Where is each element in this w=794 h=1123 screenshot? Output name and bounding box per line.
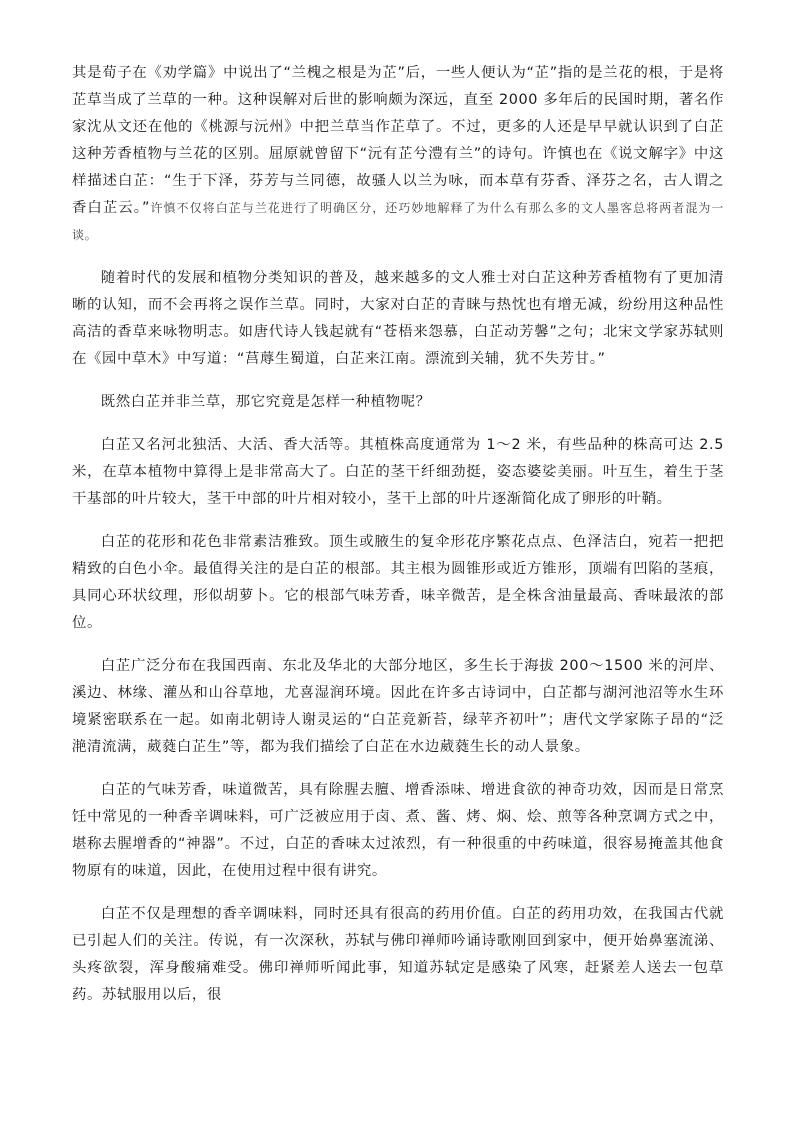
paragraph-1-text: 其是荀子在《劝学篇》中说出了“兰槐之根是为芷”后，一些人便认为“芷”指的是兰花的根，于是将芷草当成了兰草的一种。这种误解对后世的影响颇为深远，直至 2000 多年后的民国时期，著名作家沈从文还在他的《桃源与沅州》中把兰草当作芷草了。不过，更多的人还是早早就认识到了白芷这种芳香植物与兰花的区别。屈原就曾留下“沅有芷兮澧有兰”的诗句。许慎也在《说文解字》中这样描述白芷：“生于下泽，芬芳与兰同德，故骚人以兰为咏，而本草有芬香、泽芬之名，古人谓之香白芷云。” <box>72 65 724 216</box>
paragraph-8: 白芷不仅是理想的香辛调味料，同时还具有很高的药用价值。白芷的药用功效，在我国古代就已引起人们的关注。传说，有一次深秋，苏轼与佛印禅师吟诵诗歌刚回到家中，便开始鼻塞流涕、头疼欲裂，浑身酸痛难受。佛印禅师听闻此事，知道苏轼定是感染了风寒，赶紧差人送去一包草药。苏轼服用以后，很 <box>72 906 724 1003</box>
paragraph-5: 白芷的花形和花色非常素洁雅致。顶生或腋生的复伞形花序繁花点点、色泽洁白，宛若一把把精致的白色小伞。最值得关注的是白芷的根部。其主根为圆锥形或近方锥形，顶端有凹陷的茎痕，具同心环状纹理，形似胡萝卜。它的根部气味芳香，味辛微苦，是全株含油量最高、香味最浓的部位。 <box>72 534 724 631</box>
paragraph-3: 既然白芷并非兰草，那它究竟是怎样一种植物呢？ <box>100 394 431 410</box>
paragraph-2: 随着时代的发展和植物分类知识的普及，越来越多的文人雅士对白芷这种芳香植物有了更加清晰的认知，而不会再将之误作兰草。同时，大家对白芷的青睐与热忱也有增无减，纷纷用这种品性高洁的香草来咏物明志。如唐代诗人钱起就有“苍梧来怨慕，白芷动芳馨”之句；北宋文学家苏轼则在《园中草木》中写道：“莒蓐生蜀道，白芷来江南。漂流到关辅，犹不失芳甘。” <box>72 270 724 367</box>
paragraph-1-small-text: 许慎不仅将白芷与兰花进行了明确区分，还巧妙地解释了为什么有那么多的文人墨客总将两者混为一谈。 <box>72 201 725 242</box>
paragraph-6: 白芷广泛分布在我国西南、东北及华北的大部分地区，多生长于海拔 200～1500 米的河岸、溪边、林缘、灌丛和山谷草地，尤喜湿润环境。因此在许多古诗词中，白芷都与湖河池沼等水生环境紧密联系在一起。如南北朝诗人谢灵运的“白芷竞新苔，绿苹齐初叶”；唐代文学家陈子昂的“泛滟清流满，葳蕤白芷生”等，都为我们描绘了白芷在水边葳蕤生长的动人景象。 <box>72 658 724 755</box>
article-body <box>72 60 724 1025</box>
paragraph-4: 白芷又名河北独活、大活、香大活等。其植株高度通常为 1～2 米，有些品种的株高可达 2.5 米，在草本植物中算得上是非常高大了。白芷的茎干纤细劲挺，姿态婆娑美丽。叶互生，着生于茎干基部的叶片较大，茎干中部的叶片相对较小，茎干上部的叶片逐渐简化成了卵形的叶鞘。 <box>72 437 724 507</box>
paragraph-7: 白芷的气味芳香，味道微苦，具有除腥去膻、增香添味、增进食欲的神奇功效，因而是日常烹饪中常见的一种香辛调味料，可广泛被应用于卤、煮、酱、烤、焖、烩、煎等各种烹调方式之中，堪称去腥增香的“神器”。不过，白芷的香味太过浓烈，有一种很重的中药味道，很容易掩盖其他食物原有的味道，因此，在使用过程中很有讲究。 <box>72 782 724 879</box>
paragraph-1 <box>72 60 724 249</box>
